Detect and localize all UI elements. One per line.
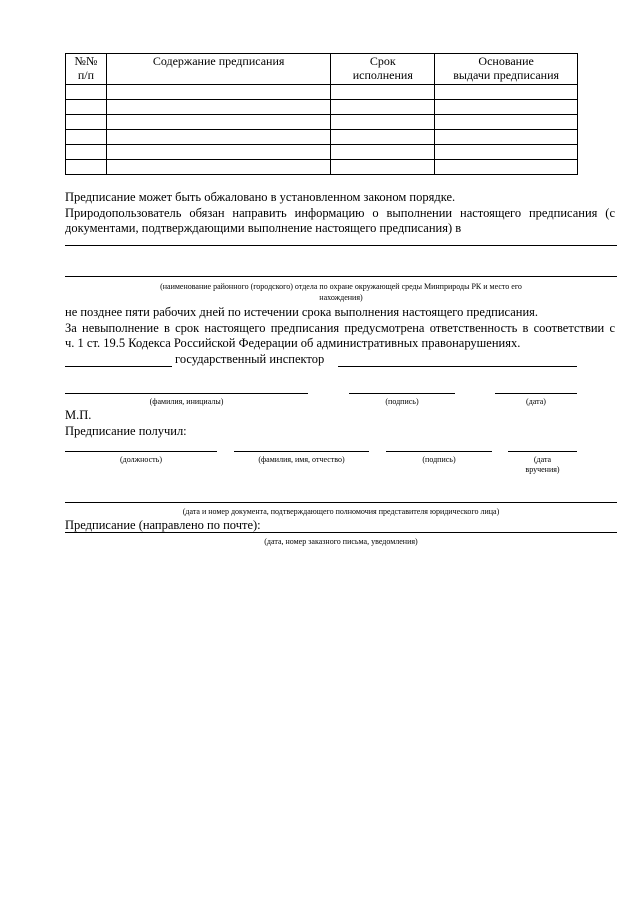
table-cell bbox=[106, 145, 330, 160]
received-label: Предписание получил: bbox=[65, 424, 187, 438]
table-cell bbox=[435, 145, 578, 160]
table-cell bbox=[66, 100, 107, 115]
inspector-prefix-line bbox=[65, 366, 172, 367]
dept-caption-line1: (наименование районного (городского) отдела по охране окружающей среды Минприроды РК и место его bbox=[160, 282, 522, 291]
table-cell bbox=[331, 115, 435, 130]
position-caption: (должность) bbox=[120, 455, 162, 464]
table-row bbox=[66, 130, 578, 145]
dept-fill-line-1 bbox=[65, 245, 617, 246]
table-cell bbox=[66, 85, 107, 100]
fullname-caption: (фамилия, имя, отчество) bbox=[258, 455, 345, 464]
table-row bbox=[66, 145, 578, 160]
table-cell bbox=[331, 100, 435, 115]
fio-line bbox=[65, 393, 308, 394]
table-cell bbox=[435, 160, 578, 175]
dept-caption-line2: нахождения) bbox=[319, 293, 363, 302]
header-number: №№ п/п bbox=[66, 54, 107, 85]
table-cell bbox=[331, 145, 435, 160]
obligation-text-line1: Природопользователь обязан направить информацию о выполнении настоящего предписания (с bbox=[65, 206, 615, 220]
delivery-date-caption-line1: (дата bbox=[533, 455, 552, 464]
mailed-label: Предписание (направлено по почте): bbox=[65, 518, 261, 532]
signature-line-2 bbox=[386, 451, 492, 452]
header-basis: Основание выдачи предписания bbox=[435, 54, 578, 85]
mail-line bbox=[65, 532, 617, 533]
dept-fill-line-2 bbox=[65, 276, 617, 277]
stamp-label: М.П. bbox=[65, 408, 92, 422]
date-line bbox=[495, 393, 577, 394]
table-cell bbox=[66, 160, 107, 175]
liability-text-line1: За невыполнение в срок настоящего предписания предусмотрена ответственность в соответствии с bbox=[65, 321, 615, 335]
table-cell bbox=[331, 160, 435, 175]
table-cell bbox=[435, 85, 578, 100]
signature-line bbox=[349, 393, 455, 394]
signature-caption-2: (подпись) bbox=[422, 455, 456, 464]
table-cell bbox=[331, 85, 435, 100]
table-cell bbox=[435, 115, 578, 130]
inspector-fill-line bbox=[338, 366, 577, 367]
table-row bbox=[66, 85, 578, 100]
table-cell bbox=[106, 130, 330, 145]
date-caption: (дата) bbox=[526, 397, 546, 406]
table-cell bbox=[66, 130, 107, 145]
table-cell bbox=[66, 115, 107, 130]
appeal-text: Предписание может быть обжаловано в установленном законом порядке. bbox=[65, 190, 456, 204]
table-cell bbox=[106, 85, 330, 100]
deadline-text: не позднее пяти рабочих дней по истечении срока выполнения настоящего предписания. bbox=[65, 305, 539, 319]
table-cell bbox=[331, 130, 435, 145]
fullname-line bbox=[234, 451, 369, 452]
mail-caption: (дата, номер заказного письма, уведомления) bbox=[264, 537, 418, 546]
delivery-date-line bbox=[508, 451, 577, 452]
inspector-label: государственный инспектор bbox=[175, 352, 325, 366]
table-row bbox=[66, 160, 578, 175]
table-cell bbox=[435, 130, 578, 145]
authority-doc-line bbox=[65, 502, 617, 503]
position-line bbox=[65, 451, 217, 452]
table-row bbox=[66, 115, 578, 130]
authority-doc-caption: (дата и номер документа, подтверждающего полномочия представителя юридического лица) bbox=[182, 507, 500, 516]
signature-caption: (подпись) bbox=[385, 397, 419, 406]
table-row bbox=[66, 100, 578, 115]
table-cell bbox=[106, 115, 330, 130]
table-cell bbox=[66, 145, 107, 160]
fio-caption: (фамилия, инициалы) bbox=[149, 397, 224, 406]
obligation-text-line2: документами, подтверждающими выполнение настоящего предписания) в bbox=[65, 221, 462, 235]
liability-text-line2: ч. 1 ст. 19.5 Кодекса Российской Федерации об административных правонарушениях. bbox=[65, 336, 521, 350]
table-cell bbox=[106, 160, 330, 175]
delivery-date-caption-line2: вручения) bbox=[525, 465, 560, 474]
table-cell bbox=[106, 100, 330, 115]
prescription-table bbox=[65, 53, 578, 175]
table-cell bbox=[435, 100, 578, 115]
table-header-row bbox=[66, 54, 578, 85]
header-deadline: Срок исполнения bbox=[331, 54, 435, 85]
header-content: Содержание предписания bbox=[106, 54, 330, 85]
